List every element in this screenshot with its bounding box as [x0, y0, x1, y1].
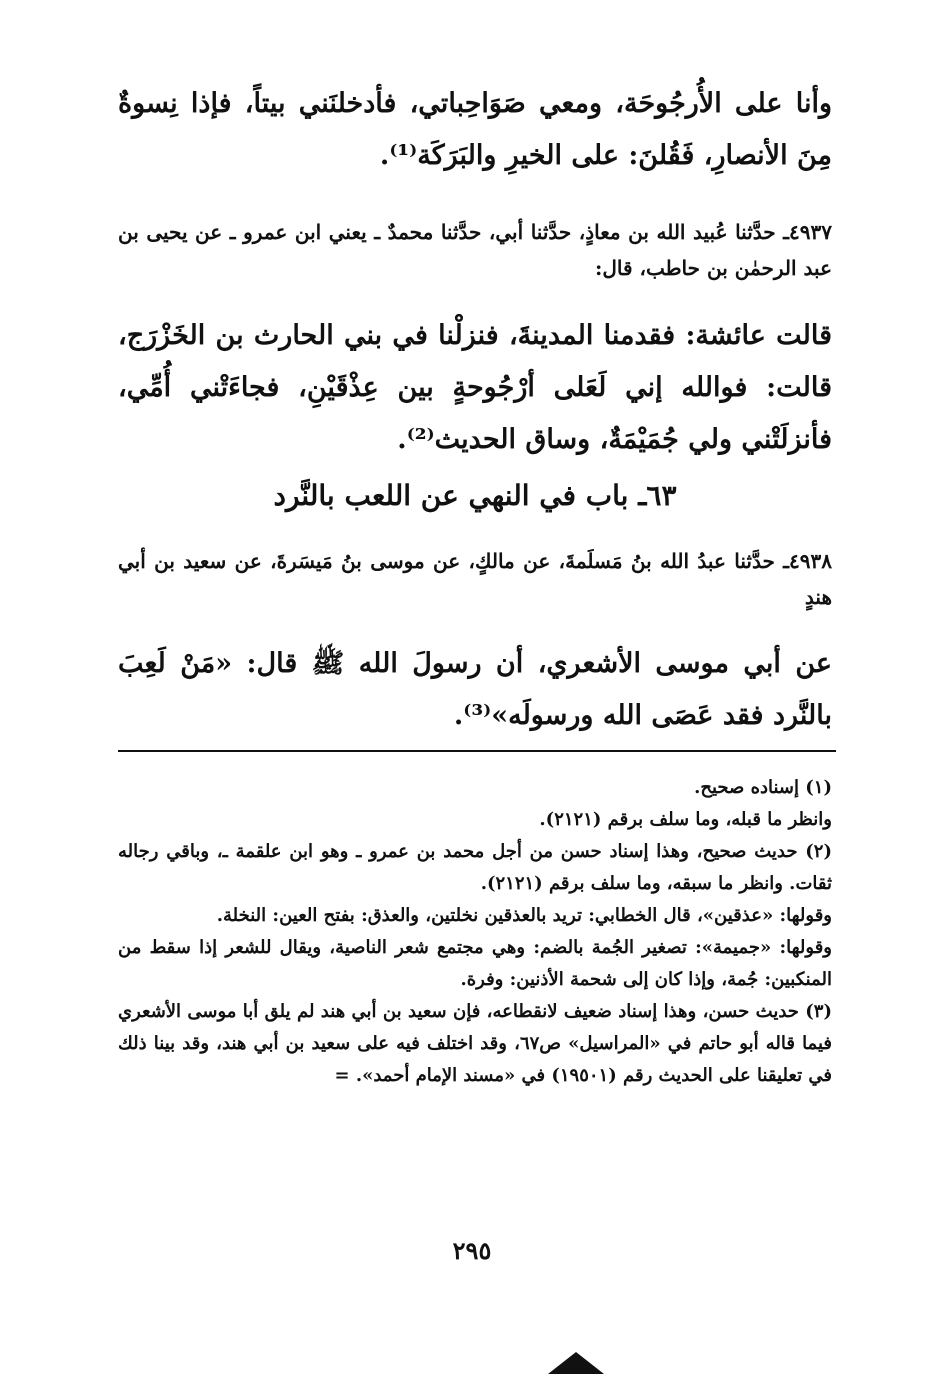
footnote-separator [118, 750, 836, 752]
isnad-4938: ٤٩٣٨ـ حدَّثنا عبدُ الله بنُ مَسلَمةَ، عن مالكٍ، عن موسى بنُ مَيسَرةَ، عن سعيد بن أبي هندٍ [118, 549, 832, 609]
footnote-2: (٢) حديث صحيح، وهذا إسناد حسن من أجل محمد بن عمرو ـ وهو ابن علقمة ـ، وباقي رجاله ثقات. وانظر ما سبقه، وما سلف برقم (٢١٢١). [118, 841, 832, 894]
footnote-1-continuation: وانظر ما قبله، وما سلف برقم (٢١٢١). [539, 809, 832, 830]
footnote-2-note-b: وقولها: «جميمة»: تصغير الجُمة بالضم: وهي مجتمع شعر الناصية، ويقال للشعر إذا سقط من المنكبين: جُمة، وإذا كان إلى شحمة الأذنين: وفرة. [118, 937, 832, 990]
hadith-text-4938: عن أبي موسى الأشعري، أن رسولَ الله ﷺ قال: «مَنْ لَعِبَ بالنَّرد فقد عَصَى الله ورسولَه»⁽³⁾. [118, 648, 832, 731]
page-bottom-marker [548, 1352, 604, 1374]
footnote-2-note-a: وقولها: «عذقين»، قال الخطابي: تريد بالعذقين نخلتين، والعذق: بفتح العين: النخلة. [216, 905, 832, 926]
chapter-heading: ٦٣ـ باب في النهي عن اللعب بالنَّرد [273, 479, 677, 512]
footnote-1: (١) إسناده صحيح. [694, 777, 832, 798]
footnote-3: (٣) حديث حسن، وهذا إسناد ضعيف لانقطاعه، فإن سعيد بن أبي هند لم يلق أبا موسى الأشعري فيما قاله أبو حاتم في «المراسيل» ص٦٧، وقد اختلف فيه على سعيد بن أبي هند، وقد بينا ذلك في تعليقنا على الحديث رقم (١٩٥٠١) في «مسند الإمام أحمد». = [118, 1001, 833, 1086]
hadith-text-continuation: وأنا على الأُرجُوحَة، ومعي صَوَاحِباتي، فأدخلنَني بيتاً، فإذا نِسوةٌ مِنَ الأنصارِ، فَقُلنَ: على الخيرِ والبَرَكَة⁽¹⁾. [118, 88, 832, 171]
isnad-4937: ٤٩٣٧ـ حدَّثنا عُبيد الله بن معاذٍ، حدَّثنا أبي، حدَّثنا محمدٌ ـ يعني ابن عمرو ـ عن يحيى بن عبد الرحمٰن بن حاطب، قال: [118, 220, 832, 280]
footnotes [118, 772, 832, 1092]
page-number: ٢٩٥ [452, 1236, 492, 1265]
hadith-text-4937: قالت عائشة: فقدمنا المدينةَ، فنزلْنا في بني الحارث بن الخَزْرَج، قالت: فوالله إني لَعَلى أرْجُوحةٍ بين عِذْقَيْنِ، فجاءَتْني أُمِّي، فأنزلَتْني ولي جُمَيْمَةٌ، وساق الحديث⁽²⁾. [118, 320, 832, 455]
